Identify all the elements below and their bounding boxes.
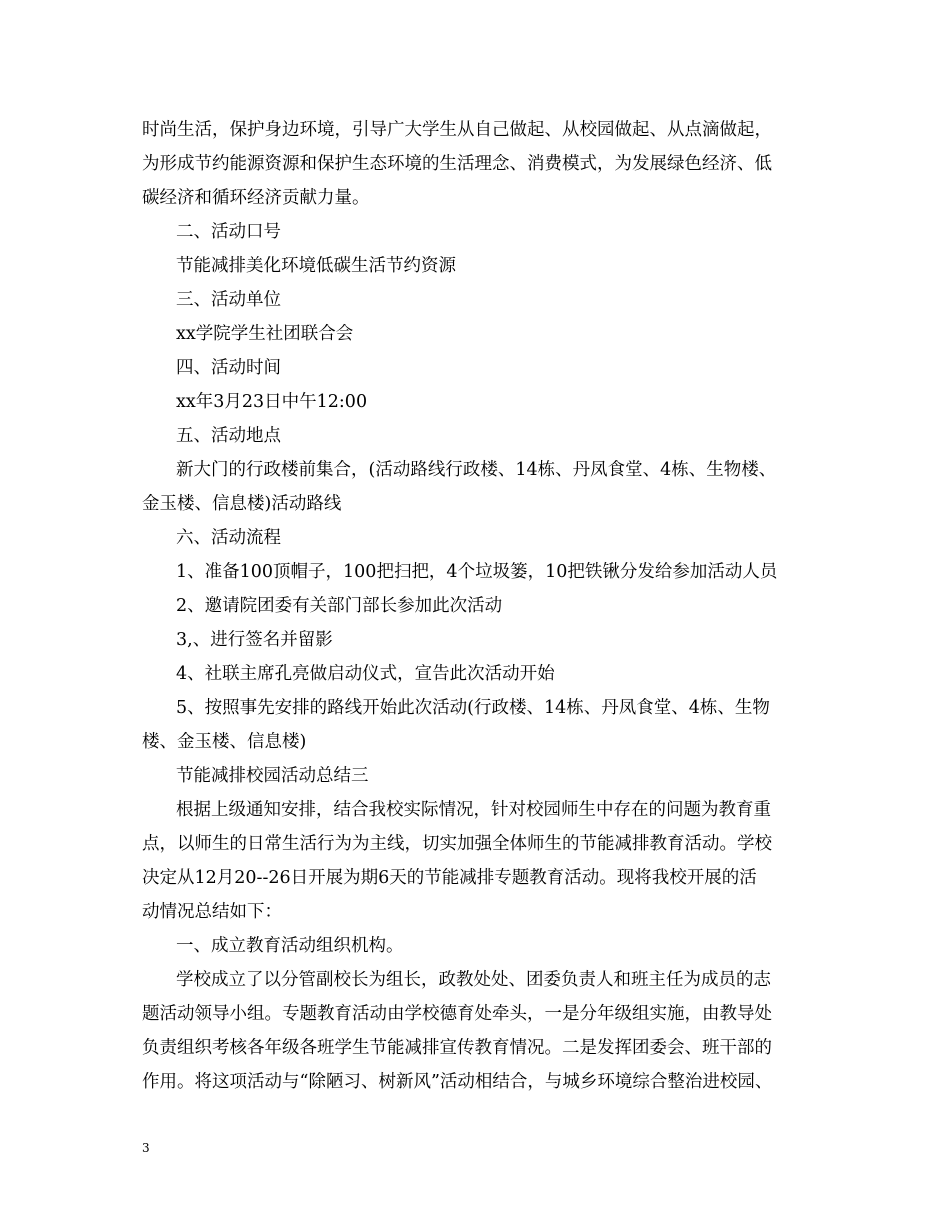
text-line: 节能减排美化环境低碳生活节约资源 — [176, 256, 456, 276]
text-line: 楼、金玉楼、信息楼) — [142, 732, 307, 752]
text-line: xx年3月23日中午12:00 — [176, 392, 368, 412]
text-line: 作用。将这项活动与“除陋习、树新风”活动相结合，与城乡环境综合整治进校园、 — [142, 1072, 773, 1092]
text-line: 碳经济和循环经济贡献力量。 — [142, 188, 370, 208]
section-heading: 二、活动口号 — [176, 222, 281, 242]
text-line: 为形成节约能源资源和保护生态环境的生活理念、消费模式，为发展绿色经济、低 — [142, 154, 772, 174]
section-heading: 三、活动单位 — [176, 290, 281, 310]
text-line: 动情况总结如下： — [142, 902, 282, 922]
section-heading: 四、活动时间 — [176, 358, 281, 378]
text-line: 点，以师生的日常生活行为为主线，切实加强全体师生的节能减排教育活动。学校 — [142, 834, 772, 854]
text-line: 题活动领导小组。专题教育活动由学校德育处牵头，一是分年级组实施，由教导处 — [142, 1004, 772, 1024]
list-item: 4、社联主席孔亮做启动仪式，宣告此次活动开始 — [176, 664, 555, 684]
text-line: 负责组织考核各年级各班学生节能减排宣传教育情况。二是发挥团委会、班干部的 — [142, 1038, 772, 1058]
text-line: 学校成立了以分管副校长为组长，政教处处、团委负责人和班主任为成员的志 — [176, 970, 771, 990]
text-line: 根据上级通知安排，结合我校实际情况，针对校园师生中存在的问题为教育重 — [176, 800, 771, 820]
text-line: 金玉楼、信息楼)活动路线 — [142, 494, 342, 514]
section-title: 节能减排校园活动总结三 — [176, 766, 369, 786]
section-heading: 五、活动地点 — [176, 426, 281, 446]
text-line: xx学院学生社团联合会 — [176, 324, 354, 344]
section-heading: 一、成立教育活动组织机构。 — [176, 936, 404, 956]
list-item: 2、邀请院团委有关部门部长参加此次活动 — [176, 596, 503, 616]
text-line: 新大门的行政楼前集合，(活动路线行政楼、14栋、丹凤食堂、4栋、生物楼、 — [176, 460, 777, 480]
list-item: 3,、进行签名并留影 — [176, 630, 333, 650]
text-line: 时尚生活，保护身边环境，引导广大学生从自己做起、从校园做起、从点滴做起， — [142, 120, 772, 140]
text-line: 决定从12月20--26日开展为期6天的节能减排专题教育活动。现将我校开展的活 — [142, 868, 757, 888]
section-heading: 六、活动流程 — [176, 528, 281, 548]
list-item: 1、准备100顶帽子，100把扫把，4个垃圾篓，10把铁锹分发给参加活动人员 — [176, 562, 778, 582]
list-item: 5、按照事先安排的路线开始此次活动(行政楼、14栋、丹凤食堂、4栋、生物 — [176, 698, 770, 718]
page-number: 3 — [142, 1141, 150, 1155]
